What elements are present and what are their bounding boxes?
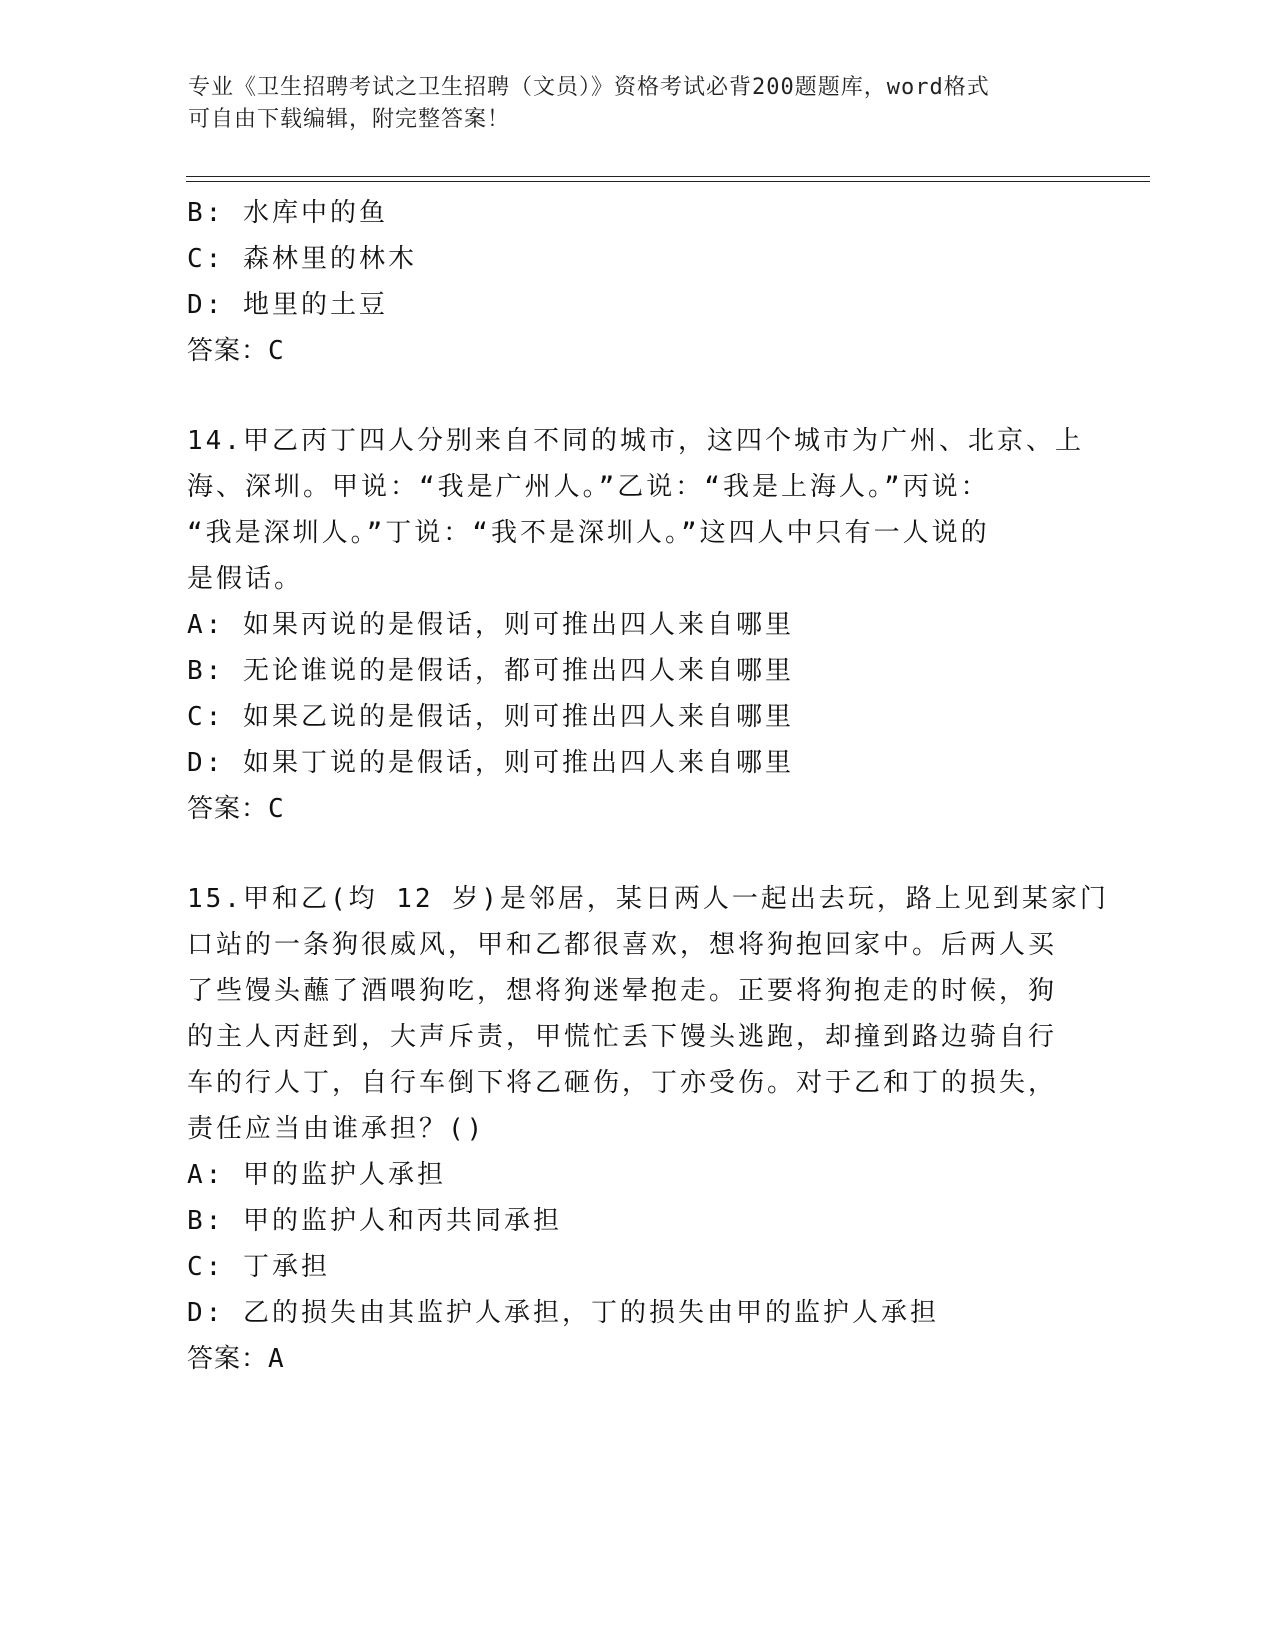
answer-value: A — [268, 1344, 285, 1374]
question-text-line: 15.甲和乙(均 12 岁)是邻居，某日两人一起出去玩，路上见到某家门 — [187, 884, 1109, 914]
question-text-line: 的主人丙赶到，大声斥责，甲慌忙丢下馒头逃跑，却撞到路边骑自行 — [187, 1022, 1058, 1052]
document-header — [188, 72, 1088, 136]
question-text-line: 是假话。 — [187, 564, 304, 594]
option-b: B: 水库中的鱼 — [187, 198, 388, 228]
question-15 — [187, 876, 1109, 1382]
option-d: D: 如果丁说的是假话，则可推出四人来自哪里 — [187, 748, 794, 778]
option-a: A: 甲的监护人承担 — [187, 1160, 446, 1190]
spacer — [187, 832, 1087, 876]
answer-line — [187, 786, 1087, 832]
option-d: D: 地里的土豆 — [187, 290, 388, 320]
option-c: C: 森林里的林木 — [187, 244, 417, 274]
question-13 — [187, 190, 1087, 374]
answer-line — [187, 328, 1087, 374]
answer-label: 答案： — [187, 336, 269, 366]
answer-value: C — [268, 336, 285, 366]
header-line-1: 专业《卫生招聘考试之卫生招聘（文员）》资格考试必背200题题库，word格式 — [188, 75, 990, 100]
question-text-line: 了些馒头蘸了酒喂狗吃，想将狗迷晕抱走。正要将狗抱走的时候，狗 — [187, 976, 1058, 1006]
question-text-line: 车的行人丁，自行车倒下将乙砸伤，丁亦受伤。对于乙和丁的损失， — [187, 1068, 1058, 1098]
option-c: C: 如果乙说的是假话，则可推出四人来自哪里 — [187, 702, 794, 732]
question-text-line: 责任应当由谁承担？() — [187, 1114, 486, 1144]
answer-label: 答案： — [187, 1344, 269, 1374]
option-b: B: 甲的监护人和丙共同承担 — [187, 1206, 562, 1236]
header-line-2: 可自由下载编辑，附完整答案！ — [188, 107, 511, 132]
header-divider-bottom — [186, 181, 1150, 182]
question-text-line: 14.甲乙丙丁四人分别来自不同的城市，这四个城市为广州、北京、上 — [187, 426, 1084, 456]
option-c: C: 丁承担 — [187, 1252, 330, 1282]
answer-label: 答案： — [187, 794, 269, 824]
header-divider-top — [186, 176, 1150, 177]
document-body — [187, 190, 1109, 1382]
question-text-line: 口站的一条狗很威风，甲和乙都很喜欢，想将狗抱回家中。后两人买 — [187, 930, 1058, 960]
option-a: A: 如果丙说的是假话，则可推出四人来自哪里 — [187, 610, 794, 640]
option-b: B: 无论谁说的是假话，都可推出四人来自哪里 — [187, 656, 794, 686]
question-14 — [187, 418, 1087, 832]
answer-line — [187, 1336, 1087, 1382]
question-text-line: 海、深圳。甲说：“我是广州人。”乙说：“我是上海人。”丙说： — [187, 472, 990, 502]
option-d: D: 乙的损失由其监护人承担，丁的损失由甲的监护人承担 — [187, 1298, 939, 1328]
question-text-line: “我是深圳人。”丁说：“我不是深圳人。”这四人中只有一人说的 — [187, 518, 990, 548]
spacer — [187, 374, 1087, 418]
answer-value: C — [268, 794, 285, 824]
